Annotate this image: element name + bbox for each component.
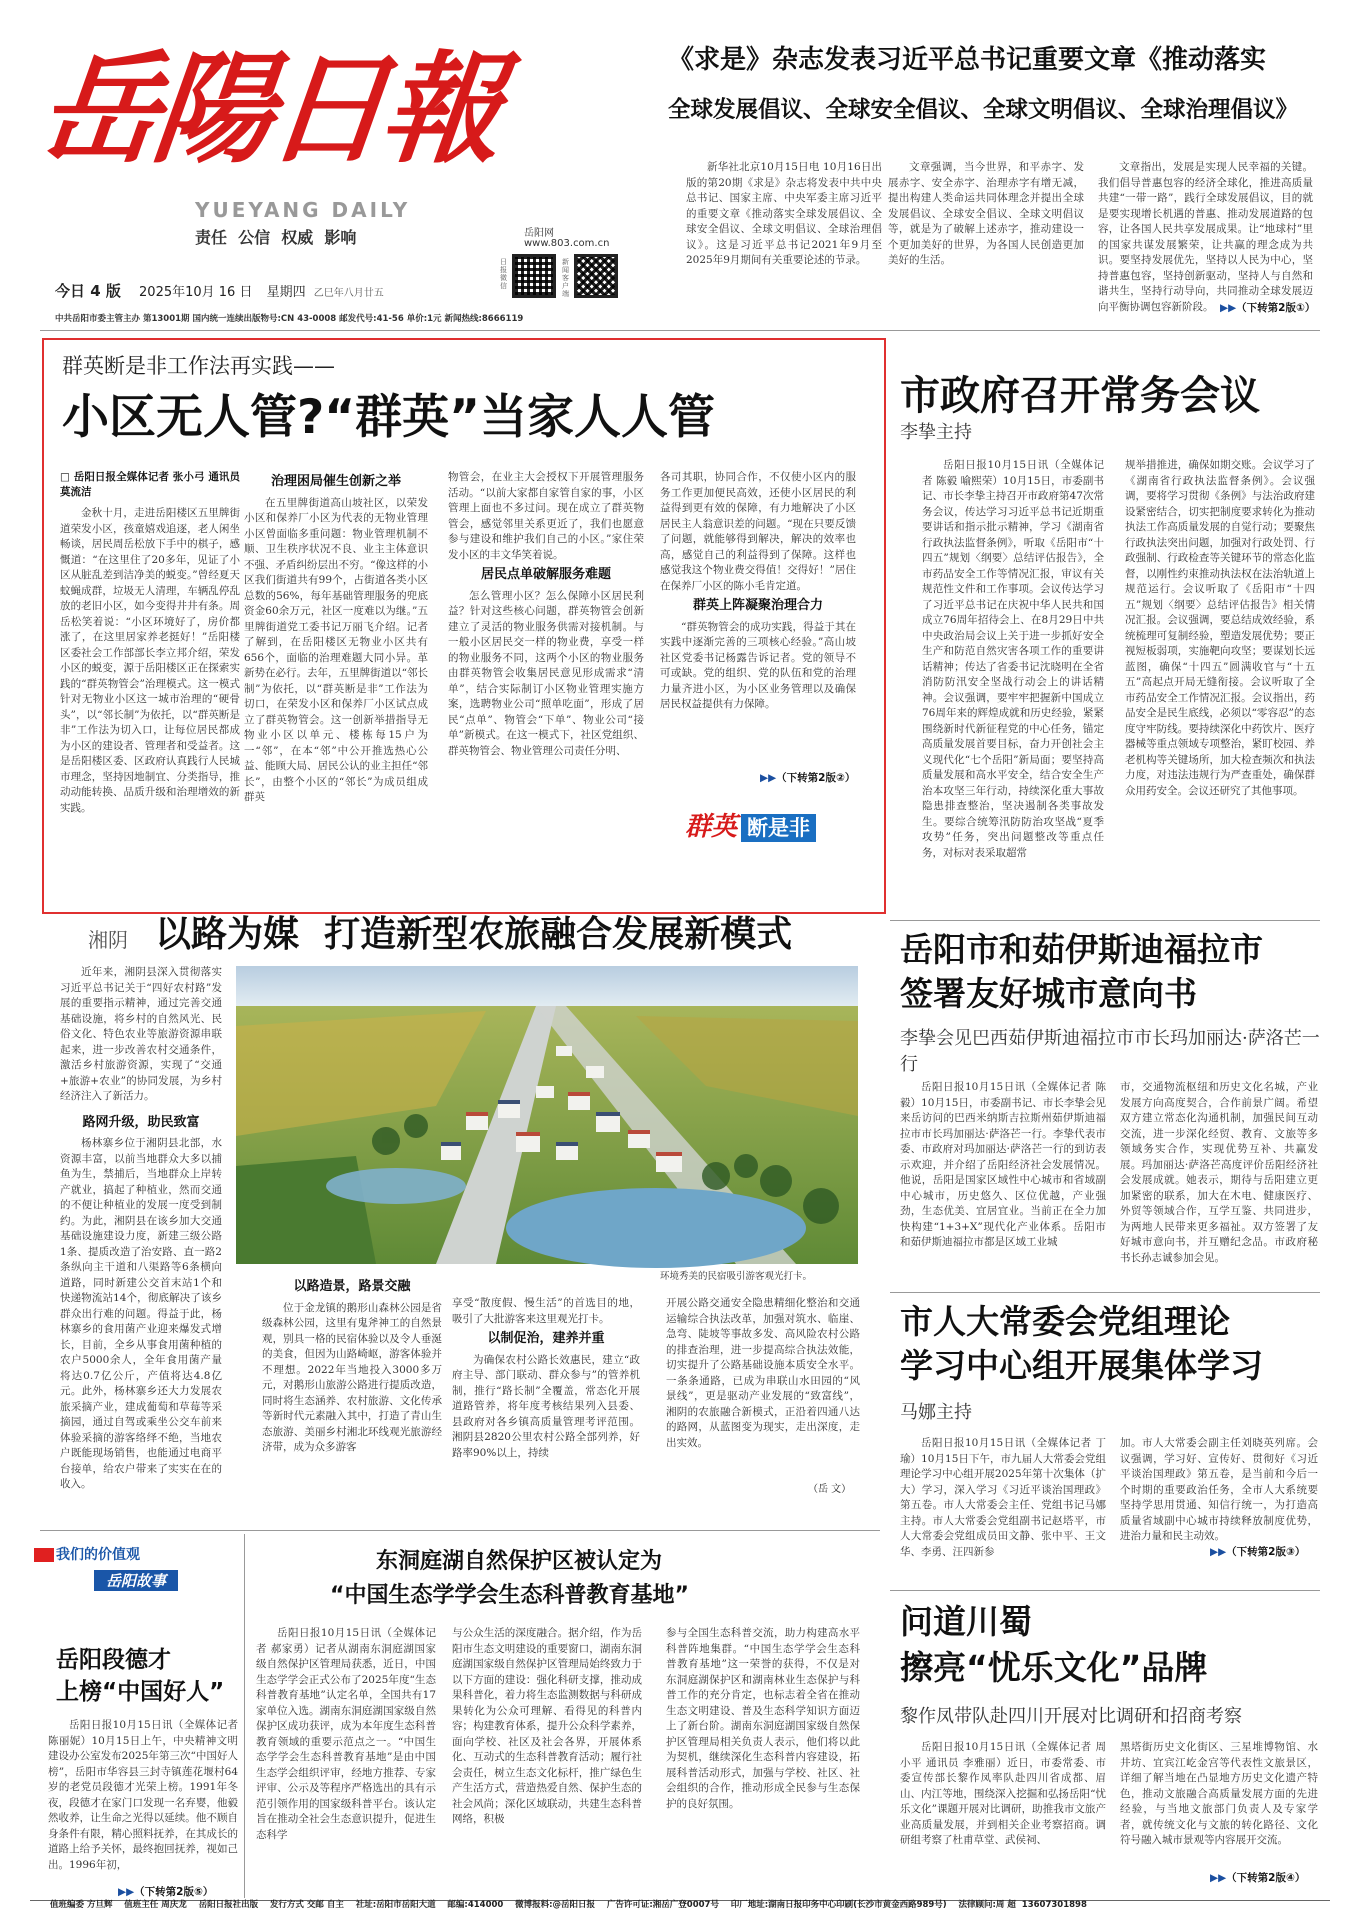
dongting-col-1: 岳阳日报10月15日讯（全媒体记者 郝家勇）记者从湖南东洞庭湖国家级自然保护区管理局获悉，近日，中国生态学学会正式公布了2025年度“生态科普教育基地”认定名单，全国共有17家单位入选。湖南东洞庭湖国家级自然保护区成功获评，成为本年度生态科普教育领域的重要示范点之一。“中国生态学学会生态科普教育基地”是由中国生态学会组织评审，经地方推荐、专家评审、公示及等程序严格选出的具有示范引领作用的国家级科普平台。该认定旨在推动全社会生态意识提升，促进生态科学 bbox=[256, 1627, 436, 1841]
values-more[interactable]: ▶▶（下转第2版⑤） bbox=[118, 1886, 214, 1898]
edition: 今日 4 版 bbox=[55, 282, 121, 300]
sichuan-col-2: 黑塔街历史文化街区、三星堆博物馆、水井坊、宜宾江屹金宫等代表性文旅景区，详细了解当地在凸显地方历史文化遗产特色，推动文旅融合高质量发展方面的先进经验，与当地文旅部门负责人及专家学者，就传统文化与文旅的转化路径、文化符号融入城市景观等内容展开交流。 bbox=[1120, 1741, 1318, 1846]
npc-sub: 马娜主持 bbox=[900, 1402, 972, 1423]
village-aerial-photo bbox=[236, 966, 858, 1264]
site-url[interactable]: www.803.com.cn bbox=[524, 238, 610, 249]
site-block bbox=[500, 218, 640, 318]
npc-col-1: 岳阳日报10月15日讯（全媒体记者 丁瑜）10月15日下午，市九届人大常委会党组理论学习中心组开展2025年第十次集体（扩大）学习，深入学习《习近平谈治国理政》第五卷。市人大常委会主任、党组书记马娜主持。市人大常委会党组副书记赵塔平，市人大常委会党组成员田文静、张中平、王文华、李勇、汪四新参 bbox=[900, 1437, 1106, 1558]
weekday: 星期四 bbox=[266, 285, 306, 300]
npc-more[interactable]: ▶▶（下转第2版③） bbox=[1210, 1546, 1306, 1558]
dongting-col-2: 与公众生活的深度融合。据介绍，作为岳阳市生态文明建设的重要窗口，湖南东洞庭湖国家级自然保护区管理局始终致力于以下方面的建设：强化科研支撑，推动成果科普化，着力将生态监测数据与科研成果转化为公众可理解、看得见的科普内容；构建教育体系，提升公众科学素养，面向学校、社区及社会各界，开展体系化、互动式的生态科普教育活动；履行社会责任，树立生态文化标杆，推广绿色生产生活方式，营造热爱自然、保护生态的社会风尚；深化区域联动，共建生态科普网络，积极 bbox=[452, 1627, 642, 1825]
divider bbox=[890, 1590, 1320, 1591]
photo-caption: 环境秀美的民宿吸引游客观光打卡。 bbox=[660, 1271, 813, 1282]
xiangyin-col-2: 以路造景，路景交融 位于金龙镇的鹅形山森林公园是省级森林公园，这里有鬼斧神工的自然景观，别具一格的民宿体验以及令人垂涎的美食，但因为山路崎岖，游客体验并不理想。2022年当地投入3000多万元，对鹅形山旅游公路进行提质改造，同时将生态涵养、农村旅游、文化传承等新时代元素融入其中，打造了青山生态旅游、美丽乡村湘北环线观光旅游经济带，成为众多游客 bbox=[262, 1279, 442, 1453]
masthead-pinyin: YUEYANG DAILY bbox=[195, 198, 411, 222]
sister-city-headline-1: 岳阳市和茹伊斯迪福拉市 bbox=[900, 930, 1263, 969]
masthead-info: 中共岳阳市委主管主办 第13001期 国内统一连续出版物号:CN 43-0008 邮发代号:41-56 单价:1元 新闻热线:8666119 bbox=[55, 314, 524, 324]
dongting-headline-1: 东洞庭湖自然保护区被认定为 bbox=[376, 1549, 663, 1574]
dongting-headline-2: “中国生态学学会生态科普教育基地” bbox=[330, 1583, 689, 1608]
xiangyin-subhead-1: 路网升级，助民致富 bbox=[82, 1114, 200, 1130]
values-headline-1: 岳阳段德才 bbox=[56, 1647, 171, 1673]
masthead-motto: 责任 公信 权威 影响 bbox=[195, 228, 357, 247]
masthead-title: 岳陽日報 bbox=[32, 39, 504, 180]
council-col-2: 规举措推进，确保如期交账。会议学习了《湖南省行政执法监督条例》。会议强调，要将学习贯彻《条例》与法治政府建设紧密结合，切实把制度要求转化为推动执法工作高质量发展的自觉行动；要聚焦行政执法突出问题，加强对行政处罚、行政强制、行政检查等关键环节的常态化监督，以刚性约束推动执法权在法治轨道上规范运行。会议听取了《岳阳市“十四五”规划〈纲要〉总结评估报告》相关情况汇报。会议强调，要总结成效经验，系统梳理可复制经验，塑造发展优势；要正视短板弱项，实施靶向攻坚；要谋划长远蓝图，确保“十四五”圆满收官与“十五五”高起点开局无缝衔接。会议听取了全市药品安全工作情况汇报。会议指出，药品安全是民生底线，必须以“零容忍”的态度守牢防线。要持续深化中药饮片、医疗器械等重点领域专项整治，紧盯校园、养老机构等关键场所，加大检查频次和执法力度，对违法违规行为严查重处，确保群众用药安全。会议还研究了其他事项。 bbox=[1125, 459, 1315, 797]
feature-col-2: 治理困局催生创新之举 在五里牌街道高山坡社区，以荣发小区和保养厂小区为代表的无物业管理小区曾面临多重问题：物业管理机制不顺、卫生秩序状况不良、业主主体意识不强、矛盾纠纷层出不穷。“像这样的小区我们街道共有99个，占街道各类小区总数的56%，每年基础管理服务的兜底资金60余万元，社区一度难以为继。”五里牌街道党工委书记万丽飞介绍。记者了解到，在岳阳楼区无物业小区共有656个，面临的治理难题大同小异。革新势在必行。去年，五里牌街道以“邻长制”为依托，以“群英断是非”工作法为切口，在荣发小区和保养厂小区试点成立了群英物管会。这一创新举措指导无物业小区以单元、楼栋每15户为一“邻”，在本“邻”中公开推选热心公益、能顾大局、居民公认的业主担任“邻长”，由整个小区的“邻长”为成员组成群英 bbox=[244, 474, 428, 803]
values-col: 岳阳日报10月15日讯（全媒体记者 陈丽妮）10月15日上午，中央精神文明建设办公室发布2025年第三次“中国好人榜”，岳阳市华容县三封寺镇莲花堰村64岁的老党员段德才光荣上榜。1991年冬夜，段德才在家门口发现一名弃婴，他毅然收养，让生命之光得以延续。他不顾自身条件有限，精心照料抚养，在其成长的道路上给予关怀，最终抱回抚养，视如己出。1996年初， bbox=[48, 1719, 238, 1871]
divider bbox=[40, 1530, 880, 1531]
sichuan-more[interactable]: ▶▶（下转第2版④） bbox=[1210, 1872, 1306, 1884]
sichuan-col-1: 岳阳日报10月15日讯（全媒体记者 周小平 通讯员 李雅丽）近日，市委常委、市委宣传部长黎作凤率队赴四川省成都、眉山、内江等地，围绕深入挖掘和弘扬岳阳“忧乐文化”课题开展对比调研，助推我市文旅产业高质量发展，并到相关企业考察招商。调研组考察了杜甫草堂、武侯祠、 bbox=[900, 1741, 1106, 1846]
sichuan-headline-1: 问道川蜀 bbox=[900, 1602, 1032, 1641]
xiangyin-col-4: 开展公路交通安全隐患精细化整治和交通运输综合执法改革，加强对筑水、临崖、急弯、陡坡等事故多发、高风险农村公路的排查治理，进一步提高综合执法效能，切实提升了公路基础设施本质安全水平。一条条通路，已成为串联山水田园的“风景线”，更是驱动产业发展的“致富线”，湘阴的农旅融合新模式，正沿着四通八达的路网，从蓝图变为现实，走出深度，走出实效。 bbox=[666, 1297, 860, 1449]
qr-label-1: 日报微信 bbox=[500, 258, 507, 290]
arrow-right-icon: ▶▶ bbox=[760, 772, 777, 784]
qr-label-2: 新闻客户端 bbox=[562, 258, 569, 298]
sister-city-col-2: 市，交通物流枢纽和历史文化名城，产业发展方向高度契合，合作前景广阔。希望双方建立常态化沟通机制，加强民间互动交流，进一步深化经贸、教育、文旅等多领域务实合作，实现优势互补、共赢发展。玛加丽达·萨洛芒高度评价岳阳经济社会发展成就。她表示，期待与岳阳建立更加紧密的联系，加大在木电、健康医疗、外贸等领域合作，互学互鉴、共同进步，为两地人民带来更多福祉。双方签署了友好城市意向书，并互赠纪念品。市政府秘书长孙志诚参加会见。 bbox=[1120, 1081, 1318, 1264]
feature-subhead-2: 居民点单破解服务难题 bbox=[480, 567, 611, 582]
sichuan-headline-2: 擦亮“忧乐文化”品牌 bbox=[900, 1648, 1208, 1687]
council-headline: 市政府召开常务会议 bbox=[900, 373, 1260, 419]
divider bbox=[890, 920, 1320, 921]
sister-city-col-1: 岳阳日报10月15日讯（全媒体记者 陈毅）10月15日，市委副书记、市长李挚会见来岳访问的巴西米纳斯吉拉斯州茹伊斯迪福拉市市长玛加丽达·萨洛芒一行。李挚代表市委、市政府对玛加丽达·萨洛芒一行的到访表示欢迎，并介绍了岳阳经济社会发展情况。他说，岳阳是国家区域性中心城市和省域副中心城市，历史悠久、区位优越，产业强劲，生态优美、宜居宜业。当前正在全力加快构建“1+3+X”现代化产业体系。岳阳市和茹伊斯迪福拉市都是区域工业城 bbox=[900, 1081, 1106, 1248]
values-banner-1: 我们的价值观 bbox=[56, 1547, 140, 1563]
top-story-headline-1: 《求是》杂志发表习近平总书记重要文章《推动落实 bbox=[668, 45, 1267, 75]
sister-city-headline-2: 签署友好城市意向书 bbox=[900, 974, 1197, 1013]
arrow-right-icon: ▶▶ bbox=[1210, 1546, 1227, 1558]
divider bbox=[40, 330, 1320, 331]
xiangyin-subhead-2: 以路造景，路景交融 bbox=[293, 1279, 411, 1294]
flag-icon bbox=[34, 1548, 54, 1562]
feature-col-1: □ 岳阳日报全媒体记者 张小弓 通讯员 莫流洁 金秋十月，走进岳阳楼区五里牌街道荣发小区，孩童嬉戏追逐，老人闲坐畅谈，居民周岳松放下手中的棋子，感慨道：“在这里住了20多年，见证了小区从脏乱差到洁净美的蜕变。”曾经夏天蚊蝇成群，垃圾无人清理，车辆乱停乱放的老旧小区，如今变得井井有条。周岳松笑着说：“小区环境好了，房价都涨了，在这里居家养老挺好！”岳阳楼区委社会工作部部长李立邦介绍，荣发小区的蜕变，源于岳阳楼区正在探索实践的“群英物管会”治理模式。这一模式针对无物业小区这一城市治理的“硬骨头”，以“邻长制”为依托，以“群英断是非”工作法为切入口，让每位居民都成为小区的建设者、管理者和受益者。这是岳阳楼区委、区政府认真践行人民城市理念，坚持因地制宜、分类指导，推动动能转换、品质升级和治理增效的新实践。 bbox=[60, 471, 240, 814]
arrow-right-icon: ▶▶ bbox=[1220, 302, 1237, 314]
xiangyin-subhead-3: 以制促治，建养并重 bbox=[487, 1331, 605, 1346]
xiangyin-col-3: 享受“散度假、慢生活”的首选目的地，吸引了大批游客来这里观光打卡。 以制促治，建养并重 为确保农村公路长效惠民，建立“政府主导、部门联动、群众参与”的管养机制，推行“路长制”全覆盖，常态化开展道路管养，将年度考核结果列入县委、县政府对各乡镇高质量管理考评范围。湘阴县2820公里农村公路全部列养，好路率90%以上，持续 bbox=[452, 1297, 640, 1459]
qr-code-1-icon bbox=[512, 254, 556, 298]
npc-col-2: 加。市人大常委会副主任刘晓英列席。会议强调，学习好、宣传好、贯彻好《习近平谈治国理政》第五卷，是当前和今后一个时期的重要政治任务，全市人大系统要坚持学思用贯通、知信行统一，为打造高质量省域副中心城市持续释放制度优势，进治力量和民主动效。 bbox=[1120, 1437, 1318, 1542]
sister-city-sub: 李挚会见巴西茹伊斯迪福拉市市长玛加丽达·萨洛芒一行 bbox=[900, 1028, 1320, 1075]
feature-subhead-1: 治理困局催生创新之举 bbox=[270, 474, 401, 489]
values-headline-2: 上榜“中国好人” bbox=[56, 1679, 225, 1705]
logo-text-blue: 断是非 bbox=[741, 814, 816, 842]
footer: 值班编委 方旦辉 值班主任 周庆龙 岳阳日报社出版 发行方式 交邮 自主 社址:岳阳市岳阳大道 邮编:414000 微博报料:@岳阳日报 广告许可证:湘岳广登0007号 印厂地址:湖南日报印务中心印刷(长沙市黄金西路989号) 法律顾问:周 超 13607301898 bbox=[50, 1900, 1087, 1910]
divider bbox=[244, 1534, 245, 1898]
qunying-logo bbox=[685, 806, 816, 840]
top-story-col-2: 文章强调，当今世界，和平赤字、发展赤字、安全赤字、治理赤字有增无减，提出构建人类命运共同体理念并提出全球发展倡议、全球安全倡议、全球文明倡议等，就是为了破解上述赤字，推动建设一个更加美好的世界，为各国人民创造更加美好的生活。 bbox=[888, 161, 1084, 266]
sichuan-sub: 黎作凤带队赴四川开展对比调研和招商考察 bbox=[900, 1706, 1242, 1727]
arrow-right-icon: ▶▶ bbox=[1210, 1872, 1227, 1884]
site-name: 岳阳网 bbox=[524, 228, 554, 239]
top-story-col-3: 文章指出，发展是实现人民幸福的关键。我们倡导普惠包容的经济全球化，推进高质量共建“一带一路”，践行全球发展倡议，目的就是要实现增长机遇的普惠、推动发展道路的包容，让各国人民共享发展成果。让“地球村”里的国家共谋发展繁荣，让共赢的理念成为共识。要坚持发展优先，坚持以人民为中心，坚持普惠包容，坚持创新驱动，坚持人与自然和谐共生，坚持行动导向，共同推动全球发展迈向平衡协调包容新阶段。 bbox=[1098, 161, 1313, 313]
logo-text-red: 群英 bbox=[685, 812, 738, 842]
feature-headline: 小区无人管?“群英”当家人人管 bbox=[62, 390, 716, 445]
npc-headline-1: 市人大常委会党组理论 bbox=[900, 1302, 1230, 1341]
xiangyin-author: （岳 文） bbox=[808, 1484, 852, 1495]
top-story-headline-2: 全球发展倡议、全球安全倡议、全球文明倡议、全球治理倡议》 bbox=[668, 97, 1299, 123]
top-story-more[interactable]: ▶▶（下转第2版①） bbox=[1220, 302, 1316, 314]
values-banner bbox=[34, 1540, 224, 1600]
edition-line bbox=[55, 280, 495, 302]
feature-col-3: 物管会，在业主大会授权下开展管理服务活动。“以前大家都自家管自家的事，小区管理上面也不多过问。现在成立了群英物管会，感觉邻里关系更近了，我们也愿意参与建设和维护我们自己的小区。”家住荣发小区的丰文华笑着说。 居民点单破解服务难题 怎么管理小区？怎么保障小区居民利益？针对这些核心问题，群英物管会创新建立了灵活的物业服务供需对接机制。与一般小区居民交一样的物业费，享受一样的物业服务不同，这两个小区的物业服务由群英物管会收集居民意见形成需求“清单”，结合实际制订小区物业管理实施方案，选聘物业公司“照单吃面”，形成了居民“点单”、物管会“下单”、物业公司“接单”新模式。在这一模式下，社区党组织、群英物管会、物业管理公司责任分明、 bbox=[448, 471, 644, 757]
feature-more[interactable]: ▶▶（下转第2版②） bbox=[760, 772, 856, 784]
divider bbox=[890, 1292, 1320, 1293]
dongting-col-3: 参与全国生态科普交流，助力构建高水平科普阵地集群。“中国生态学学会生态科普教育基地”这一荣誉的获得，不仅是对东洞庭湖保护区和湖南林业生态保护与科普工作的充分肯定，也标志着全省在推动生态文明建设、普及生态科学知识方面迈上了新台阶。湖南东洞庭湖国家级自然保护区管理局相关负责人表示，他们将以此为契机，继续深化生态科普内容建设，拓展科普活动形式，加强与学校、社区、社会组织的合作，推动形成全民参与生态保护的良好氛围。 bbox=[666, 1627, 860, 1810]
feature-col-4: 各司其职，协同合作，不仅使小区内的服务工作更加便民高效，还使小区居民的利益得到更有效的保障，有力地解决了小区居民主人翁意识差的问题。“现在只要反馈了问题，就能够得到解决，解决的效率也高，感觉自己的利益得到了保障。这样也感觉我这个物业费交得值！交得好！”居住在保养厂小区的陈小毛肯定道。 群英上阵凝聚治理合力 “群英物管会的成功实践，得益于其在实践中逐渐完善的三项核心经验。”高山坡社区党委书记杨露告诉记者。党的领导不可或缺。党的组织、党的队伍和党的治理力量齐进小区，为小区业务管理以及确保居民权益提供有力保障。 bbox=[660, 471, 856, 710]
qr-code-2-icon bbox=[574, 254, 618, 298]
values-banner-2: 岳阳故事 bbox=[94, 1570, 178, 1591]
feature-subhead-3: 群英上阵凝聚治理合力 bbox=[692, 598, 823, 613]
top-story-col-1: 新华社北京10月15日电 10月16日出版的第20期《求是》杂志将发表中共中央总书记、国家主席、中央军委主席习近平的重要文章《推动落实全球发展倡议、全球安全倡议、全球文明倡议、全球治理倡议》。这是习近平总书记2021年9月至2025年9月期间有关重要论述的节录。 bbox=[686, 161, 882, 266]
council-col-1: 岳阳日报10月15日讯（全媒体记者 陈毅 喻熙荣）10月15日，市委副书记、市长李挚主持召开市政府第47次常务会议，传达学习习近平总书记近期重要讲话和指示批示精神，学习《湖南省行政执法监督条例》，听取《岳阳市“十四五”规划〈纲要〉总结评估报告》，全市药品安全工作等情况汇报，审议有关规范性文件和工作事项。会议传达学习了习近平总书记在庆祝中华人民共和国成立76周年招待会上、在8月29日中共中央政治局会议上关于进一步抓好安全生产和防范自然灾害各项工作的重要讲话精神；传达了省委书记沈晓明在全省消防防汛安全坚战行动会上的讲话精神。会议强调，要牢牢把握新中国成立76周年来的辉煌成就和历史经验，紧紧围绕新时代新征程党的中心任务，锚定高质量发展首要目标，奋力开创社会主义现代化“七个岳阳”新局面；要坚持高质量发展和高水平安全，结合安全生产治本攻坚三年行动，持续深化重大事故隐患排查整治，坚决遏制各类事故发生。要综合统筹汛防防治攻坚战“夏季攻势”任务，突出问题整改等重点任务，对标对表采取超常 bbox=[922, 459, 1104, 859]
arrow-right-icon: ▶▶ bbox=[118, 1886, 135, 1898]
lunar-date: 乙巳年八月廿五 bbox=[313, 288, 384, 299]
feature-kicker: 群英断是非工作法再实践—— bbox=[62, 354, 335, 378]
xiangyin-place: 湘阴 bbox=[88, 928, 128, 952]
npc-headline-2: 学习中心组开展集体学习 bbox=[900, 1346, 1263, 1385]
issue-date: 2025年10月 16 日 bbox=[139, 285, 253, 300]
xiangyin-headline: 以路为媒 打造新型农旅融合发展新模式 bbox=[155, 914, 793, 955]
council-sub: 李挚主持 bbox=[900, 422, 972, 443]
xiangyin-col-1: 近年来，湘阴县深入贯彻落实习近平总书记关于“四好农村路”发展的重要指示精神，通过完善交通基础设施，将乡村的自然风光、民俗文化、特色农业等旅游资源串联起来，进一步改善农村交通条件，激活乡村旅游资源，实现了“交通+旅游+农业”的协同发展，为乡村经济注入了新活力。 路网升级，助民致富 杨林寨乡位于湘阴县北部，水资源丰富，以前当地群众大多以捕鱼为生，禁捕后，当地群众上岸转产就业，搞起了种植业，然而交通的不便让种植业的发展一度受到制约。为此，湘阴县在该乡加大交通基础设施建设力度，新建三级公路1条、提质改造了治安路、直一路2条纵向主干道和八渠路等6条横向道路，同时新建公交首末站1个和快递物流站14个，彻底解决了该乡群众出行难的问题。得益于此，杨林寨乡的食用菌产业迎来爆发式增长，目前，全乡从事食用菌种植的农户5000余人，全年食用菌产量将达0.7亿公斤，产值将达4.8亿元。此外，杨林寨乡还大力发展农旅采摘产业，建成葡萄和草莓等采摘园，通过自驾或乘坐公交车前来体验采摘的游客络绎不绝，当地农户既能现场销售，也能通过电商平台接单，给农户带来了实实在在的收入。 bbox=[60, 966, 222, 1490]
village-aerial-image bbox=[236, 966, 858, 1264]
